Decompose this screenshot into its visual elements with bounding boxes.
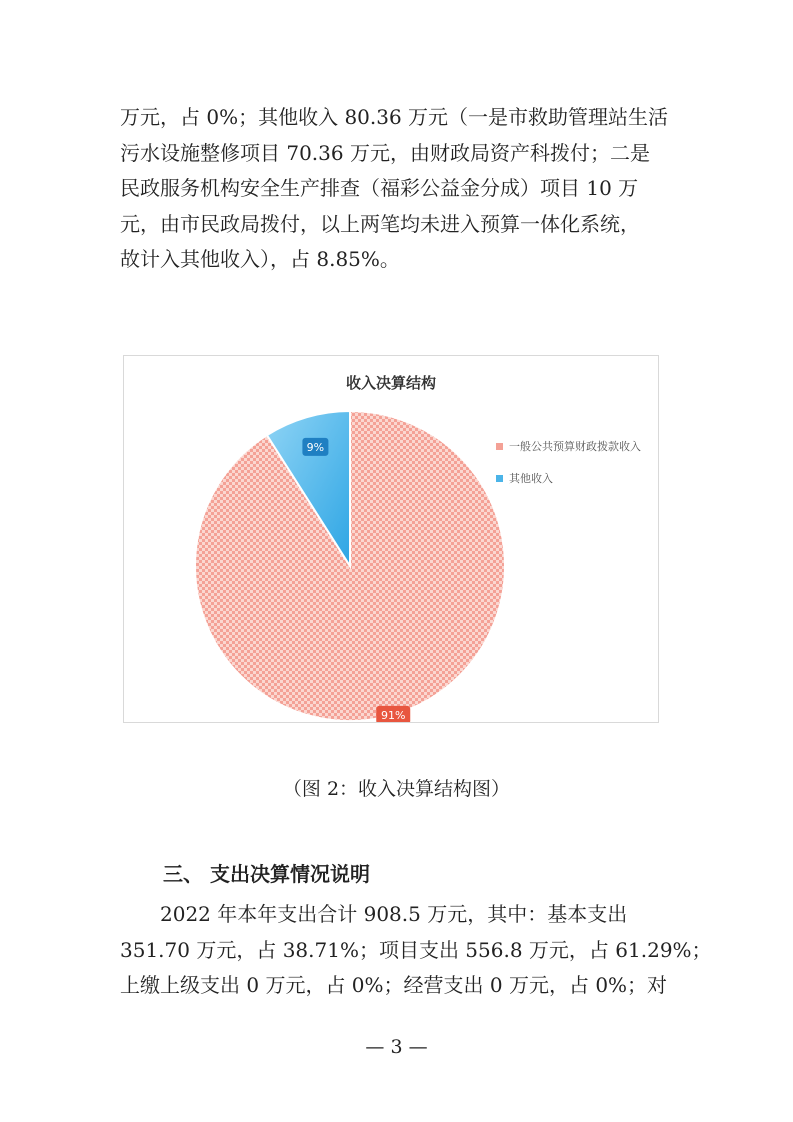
data-label-text: 9% <box>306 440 325 454</box>
paragraph-line: 上缴上级支出 0 万元，占 0%；经营支出 0 万元，占 0%；对 <box>120 973 668 997</box>
page-number: — 3 — <box>365 1036 428 1058</box>
paragraph-line: 万元，占 0%；其他收入 80.36 万元（一是市救助管理站生活 <box>120 105 669 129</box>
legend-label: 其他收入 <box>509 472 553 485</box>
paragraph-line: 民政服务机构安全生产排查（福彩公益金分成）项目 10 万 <box>120 176 639 200</box>
pie-chart <box>124 356 658 722</box>
paragraph-line: 污水设施整修项目 70.36 万元，由财政局资产科拨付；二是 <box>120 140 650 165</box>
chart-title: 收入决算结构 <box>345 374 436 392</box>
legend-label: 一般公共预算财政拨款收入 <box>509 440 641 453</box>
expenditure-paragraph <box>120 897 712 1004</box>
chart-legend <box>496 436 641 500</box>
data-label <box>302 438 328 456</box>
paragraph-line: 351.70 万元，占 38.71%；项目支出 556.8 万元，占 61.29%； <box>120 937 712 962</box>
pie-chart-frame <box>123 355 659 723</box>
paragraph-line: 元，由市民政局拨付，以上两笔均未进入预算一体化系统， <box>120 211 640 236</box>
legend-swatch <box>496 475 503 482</box>
legend-swatch <box>496 443 503 450</box>
paragraph-line: 故计入其他收入），占 8.85%。 <box>120 247 400 271</box>
section-heading: 三、 支出决算情况说明 <box>163 862 370 886</box>
legend-item-general-budget <box>496 436 641 456</box>
legend-item-other-income <box>496 468 641 488</box>
paragraph-line: 2022 年本年支出合计 908.5 万元，其中：基本支出 <box>160 902 628 926</box>
data-label <box>376 706 410 722</box>
figure-caption: （图 2：收入决算结构图） <box>282 778 511 800</box>
data-label-text: 91% <box>381 708 406 722</box>
intro-paragraph <box>120 100 680 278</box>
